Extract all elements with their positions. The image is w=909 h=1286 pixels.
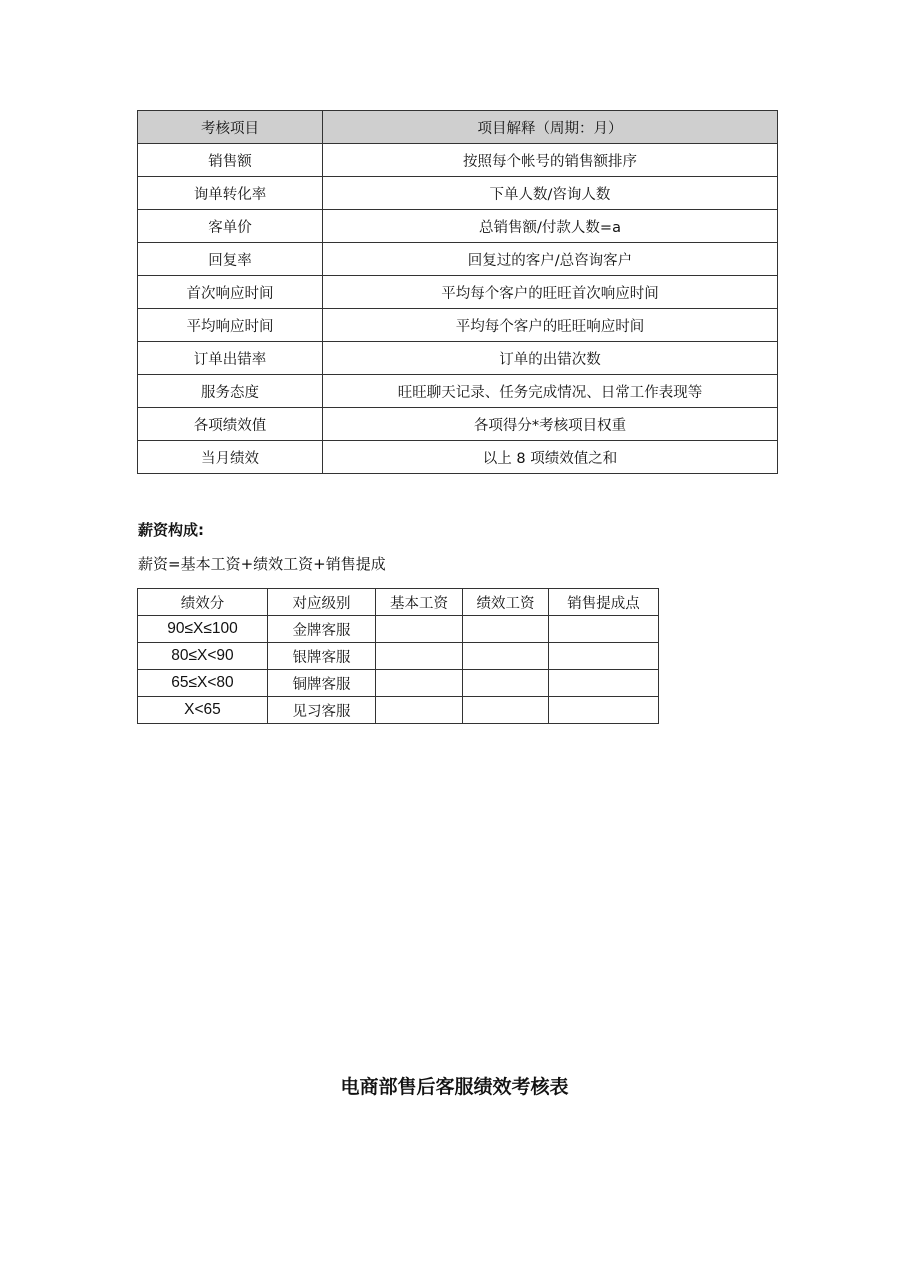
- kpi-explanation-cell: 回复过的客户/总咨询客户: [323, 243, 778, 276]
- table-row: [138, 408, 778, 441]
- salary-section-heading: 薪资构成:: [138, 521, 204, 539]
- kpi-assessment-table: [137, 110, 778, 474]
- kpi-explanation-cell: 平均每个客户的旺旺响应时间: [323, 309, 778, 342]
- level-cell: 铜牌客服: [268, 670, 376, 697]
- kpi-explanation-cell: 平均每个客户的旺旺首次响应时间: [323, 276, 778, 309]
- table-row: [138, 210, 778, 243]
- performance-salary-cell: [463, 643, 549, 670]
- column-header-score: 绩效分: [138, 589, 268, 616]
- table-row: [138, 309, 778, 342]
- table-row: [138, 697, 659, 724]
- base-salary-cell: [376, 616, 463, 643]
- column-header-explanation: 项目解释（周期：月）: [323, 111, 778, 144]
- table-header-row: [138, 589, 659, 616]
- kpi-explanation-cell: 各项得分*考核项目权重: [323, 408, 778, 441]
- kpi-item-cell: 回复率: [138, 243, 323, 276]
- level-cell: 银牌客服: [268, 643, 376, 670]
- kpi-explanation-cell: 订单的出错次数: [323, 342, 778, 375]
- commission-cell: [549, 670, 659, 697]
- performance-salary-cell: [463, 697, 549, 724]
- commission-cell: [549, 697, 659, 724]
- base-salary-cell: [376, 697, 463, 724]
- table-row: [138, 643, 659, 670]
- commission-cell: [549, 616, 659, 643]
- base-salary-cell: [376, 643, 463, 670]
- kpi-explanation-cell: 总销售额/付款人数=a: [323, 210, 778, 243]
- score-range-cell: X<65: [138, 697, 268, 724]
- level-cell: 见习客服: [268, 697, 376, 724]
- kpi-item-cell: 首次响应时间: [138, 276, 323, 309]
- column-header-performance-salary: 绩效工资: [463, 589, 549, 616]
- table-row: [138, 441, 778, 474]
- column-header-item: 考核项目: [138, 111, 323, 144]
- kpi-explanation-cell: 以上 8 项绩效值之和: [323, 441, 778, 474]
- kpi-explanation-cell: 下单人数/咨询人数: [323, 177, 778, 210]
- table-row: [138, 177, 778, 210]
- performance-salary-cell: [463, 616, 549, 643]
- score-range-cell: 80≤X<90: [138, 643, 268, 670]
- kpi-item-cell: 客单价: [138, 210, 323, 243]
- level-cell: 金牌客服: [268, 616, 376, 643]
- kpi-item-cell: 订单出错率: [138, 342, 323, 375]
- kpi-explanation-cell: 旺旺聊天记录、任务完成情况、日常工作表现等: [323, 375, 778, 408]
- kpi-item-cell: 销售额: [138, 144, 323, 177]
- kpi-item-cell: 当月绩效: [138, 441, 323, 474]
- column-header-commission: 销售提成点: [549, 589, 659, 616]
- base-salary-cell: [376, 670, 463, 697]
- table-header-row: [138, 111, 778, 144]
- kpi-item-cell: 各项绩效值: [138, 408, 323, 441]
- column-header-level: 对应级别: [268, 589, 376, 616]
- score-range-cell: 65≤X<80: [138, 670, 268, 697]
- kpi-item-cell: 平均响应时间: [138, 309, 323, 342]
- kpi-item-cell: 询单转化率: [138, 177, 323, 210]
- table-row: [138, 276, 778, 309]
- kpi-item-cell: 服务态度: [138, 375, 323, 408]
- score-range-cell: 90≤X≤100: [138, 616, 268, 643]
- table-row: [138, 670, 659, 697]
- salary-grade-table: [137, 588, 659, 724]
- performance-salary-cell: [463, 670, 549, 697]
- table-row: [138, 375, 778, 408]
- table-row: [138, 342, 778, 375]
- document-title: 电商部售后客服绩效考核表: [340, 1076, 569, 1098]
- salary-formula: 薪资=基本工资+绩效工资+销售提成: [138, 555, 386, 573]
- table-row: [138, 616, 659, 643]
- kpi-explanation-cell: 按照每个帐号的销售额排序: [323, 144, 778, 177]
- table-row: [138, 144, 778, 177]
- table-row: [138, 243, 778, 276]
- column-header-base-salary: 基本工资: [376, 589, 463, 616]
- commission-cell: [549, 643, 659, 670]
